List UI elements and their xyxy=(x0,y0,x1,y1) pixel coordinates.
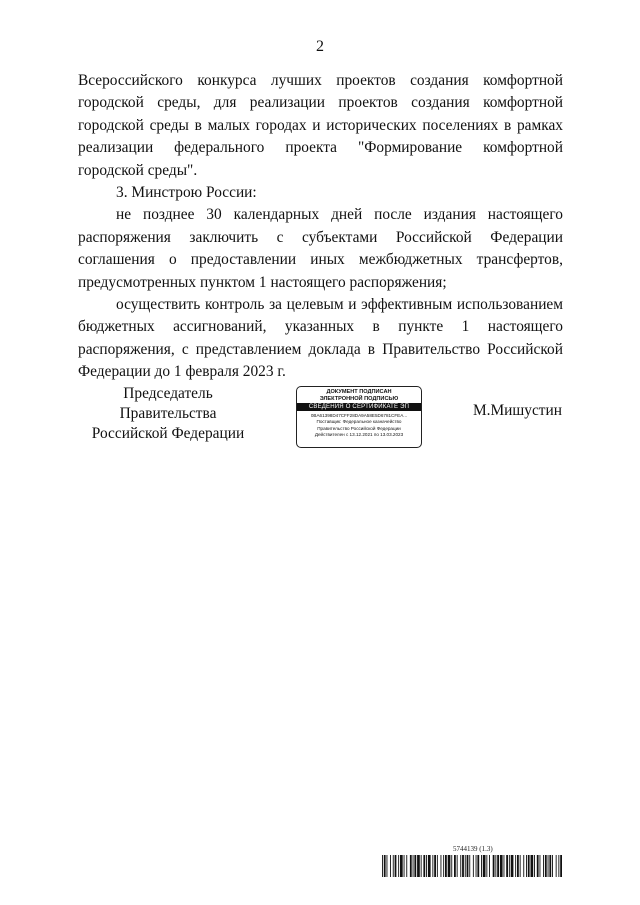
document-code: 5744139 (1.3) xyxy=(453,845,493,853)
signer-position-line: Российской Федерации xyxy=(91,425,245,442)
stamp-title xyxy=(297,387,421,402)
document-body xyxy=(78,70,563,384)
signer-position-line: Председатель Правительства xyxy=(119,385,217,422)
barcode-icon xyxy=(382,855,562,877)
stamp-title-line: ЭЛЕКТРОННОЙ ПОДПИСЬЮ xyxy=(319,395,399,402)
body-paragraph: осуществить контроль за целевым и эффективным использованием бюджетных ассигнований, указанных в пункте 1 настоящего распоряжения, с представлением доклада в Правительство Российской Федерации до 1 февраля 2023 г. xyxy=(78,296,563,381)
electronic-signature-stamp xyxy=(296,386,422,448)
stamp-band: СВЕДЕНИЯ О СЕРТИФИКАТЕ ЭП xyxy=(297,403,421,411)
signer-position xyxy=(78,384,258,444)
stamp-issuer: Правительство Российской Федерации xyxy=(317,425,401,431)
body-paragraph: 3. Минстрою России: xyxy=(116,184,257,202)
body-paragraph: Всероссийского конкурса лучших проектов создания комфортной городской среды, для реализации проектов создания комфортной городской среды в малых городах и исторических поселениях в рамках реализации федерального проекта "Формирование комфортной городской среды". xyxy=(78,72,563,179)
body-paragraph: не позднее 30 календарных дней после издания настоящего распоряжения заключить с субъектами Российской Федерации соглашения о предоставлении иных межбюджетных трансфертов, предусмотренных пунктом 1 настоящего распоряжения; xyxy=(78,206,563,291)
stamp-issuer: Поставщик: Федеральное казначейство xyxy=(316,419,402,425)
stamp-validity: Действителен с 13.12.2021 по 13.03.2023 xyxy=(314,431,404,437)
stamp-certificate: 0BA61398D47CFF28DA9A58E5D6781CFEA... xyxy=(310,413,408,419)
signer-name: М.Мишустин xyxy=(472,402,562,419)
page-number: 2 xyxy=(316,38,324,55)
stamp-title-line: ДОКУМЕНТ ПОДПИСАН xyxy=(326,389,392,395)
